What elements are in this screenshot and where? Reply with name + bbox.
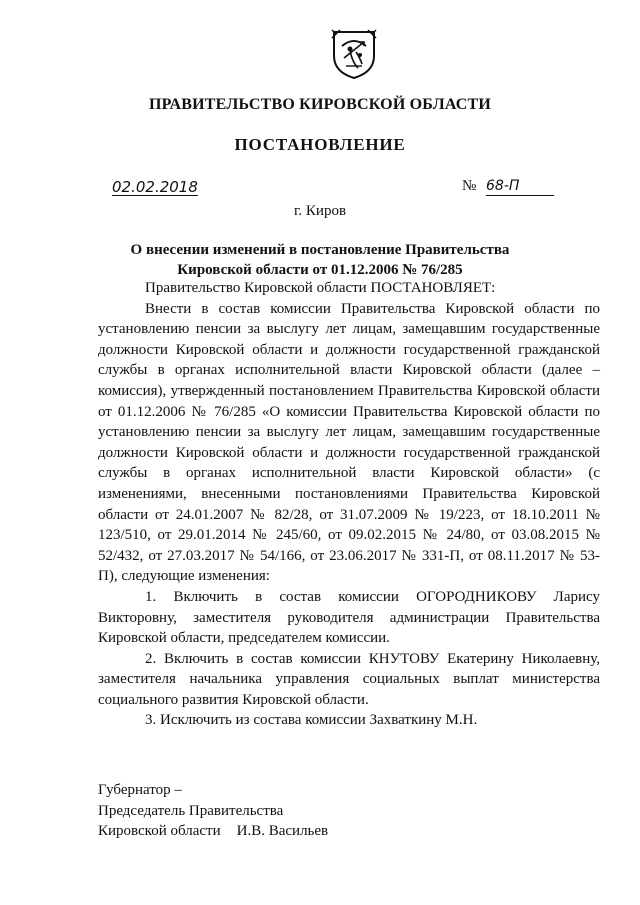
item-3: 3. Исключить из состава комиссии Захваткину М.Н. (145, 712, 478, 729)
document-number: 68-П (486, 178, 554, 196)
main-paragraph: Внести в состав комиссии Правительства Кировской области по установлению пенсии за выслугу лет лицам, замещавшим государственные должности Кировской области и должности государственной гражданской службы в органах исполнительной власти Кировской области (далее – комиссия), утвержденный постановлением Правительства Кировской области от 01.12.2006 № 76/285 «О комиссии Правительства Кировской области по установлению пенсии за выслугу лет лицам, замещавшим государственные должности Кировской области и должности государственной гражданской службы в органах исполнительной власти Кировской области» (с изменениями, внесенными постановлениями Правительства Кировской области от 24.01.2007 № 82/28, от 31.07.2009 № 19/223, от 18.10.2011 № 123/510, от 29.01.2014 № 245/60, от 09.02.2015 № 24/80, от 03.08.2015 № 52/432, от 27.03.2017 № 54/166, от 23.06.2017 № 331-П, от 08.11.2017 № 53-П), следующие изменения: (98, 300, 600, 585)
signature-line-2: Председатель Правительства (98, 802, 284, 819)
document-body (98, 278, 600, 731)
signature-line-3: Кировской области (98, 823, 221, 839)
document-date: 02.02.2018 (112, 178, 198, 196)
coat-of-arms-icon (330, 28, 378, 80)
city: г. Киров (293, 203, 347, 219)
number-label: № (462, 178, 477, 194)
organization-name: ПРАВИТЕЛЬСТВО КИРОВСКОЙ ОБЛАСТИ (148, 96, 492, 113)
signatory-name: И.В. Васильев (236, 823, 329, 839)
signature-block (98, 780, 328, 842)
document-title (120, 240, 520, 280)
preamble: Правительство Кировской области ПОСТАНОВЛЯЕТ: (145, 280, 496, 296)
item-2: 2. Включить в состав комиссии КНУТОВУ Екатерину Николаевну, заместителя начальника управления социальных выплат министерства социального развития Кировской области. (98, 650, 600, 708)
title-line-1: О внесении изменений в постановление Правительства (130, 242, 510, 258)
document-type: ПОСТАНОВЛЕНИЕ (234, 135, 406, 154)
title-line-2: Кировской области от 01.12.2006 № 76/285 (177, 262, 463, 278)
item-1: 1. Включить в состав комиссии ОГОРОДНИКОВУ Ларису Викторовну, заместителя руководителя администрации Правительства Кировской области, председателем комиссии. (98, 588, 600, 647)
signature-line-1: Губернатор – (98, 782, 182, 798)
